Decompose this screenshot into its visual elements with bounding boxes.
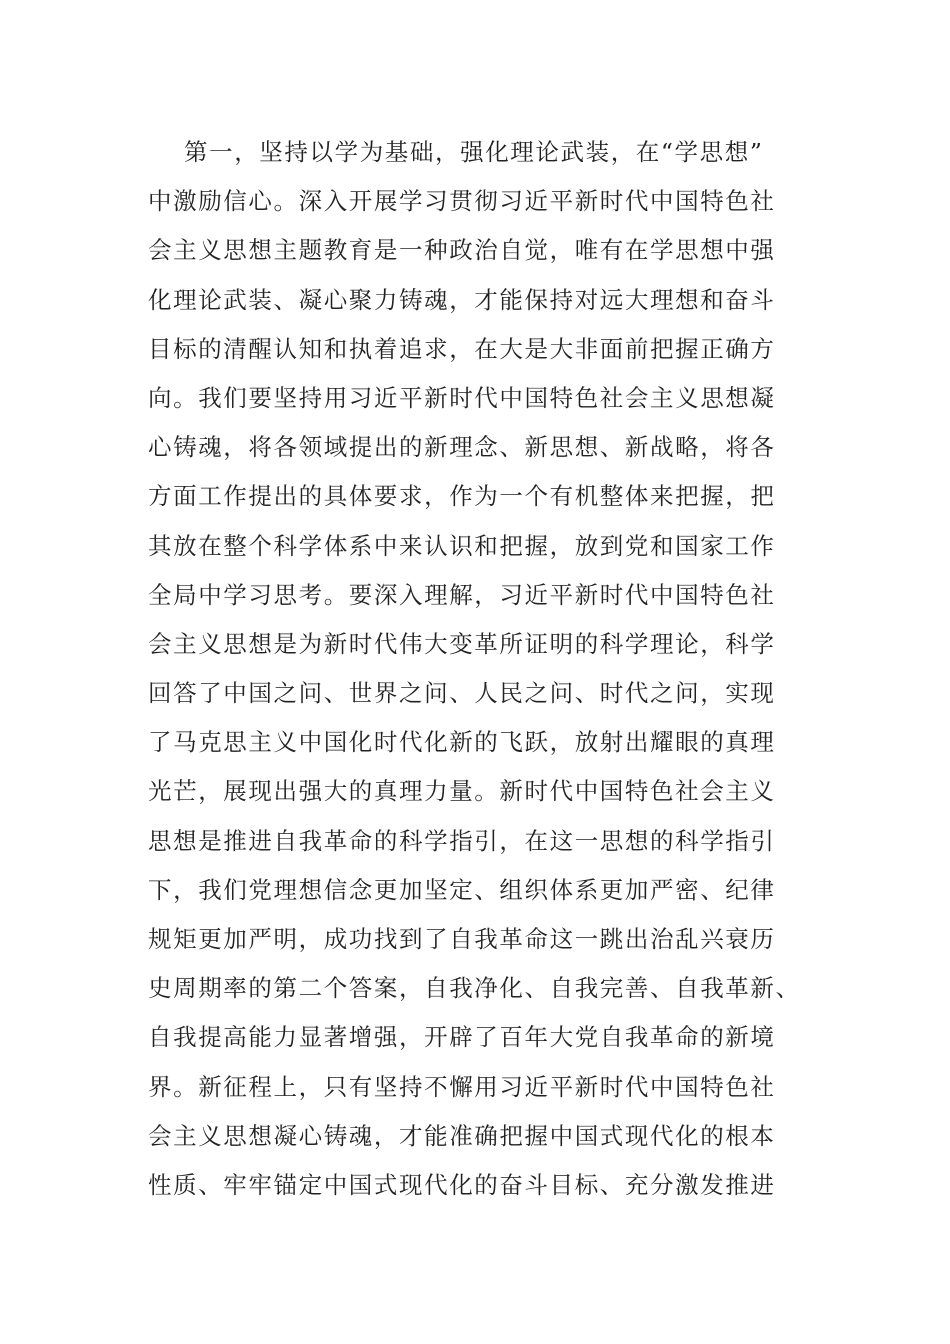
paragraph-line: 其放在整个科学体系中来认识和把握，放到党和国家工作: [148, 531, 776, 560]
paragraph-line: 目标的清醒认知和执着追求，在大是大非面前把握正确方: [148, 334, 776, 363]
paragraph-line: 史周期率的第二个答案，自我净化、自我完善、自我革新、: [148, 974, 801, 1003]
paragraph-line: 界。新征程上，只有坚持不懈用习近平新时代中国特色社: [148, 1072, 776, 1101]
paragraph-line: 中激励信心。深入开展学习贯彻习近平新时代中国特色社: [148, 187, 776, 216]
paragraph-line: 会主义思想是为新时代伟大变革所证明的科学理论，科学: [148, 629, 776, 658]
paragraph-line: 了马克思主义中国化时代化新的飞跃，放射出耀眼的真理: [148, 728, 776, 757]
paragraph-line: 会主义思想凝心铸魂，才能准确把握中国式现代化的根本: [148, 1121, 776, 1150]
paragraph-line: 全局中学习思考。要深入理解，习近平新时代中国特色社: [148, 580, 776, 609]
body-paragraph: [148, 128, 801, 1210]
paragraph-line: 思想是推进自我革命的科学指引，在这一思想的科学指引: [148, 826, 776, 855]
paragraph-line: 向。我们要坚持用习近平新时代中国特色社会主义思想凝: [148, 383, 776, 412]
paragraph-line: 性质、牢牢锚定中国式现代化的奋斗目标、充分激发推进: [148, 1170, 776, 1199]
paragraph-line: 化理论武装、凝心聚力铸魂，才能保持对远大理想和奋斗: [148, 285, 776, 314]
paragraph-line: 下，我们党理想信念更加坚定、组织体系更加严密、纪律: [148, 875, 776, 904]
paragraph-line: 方面工作提出的具体要求，作为一个有机整体来把握，把: [148, 482, 776, 511]
paragraph-line: 第一，坚持以学为基础，强化理论武装，在“学思想”: [184, 138, 764, 166]
paragraph-line: 会主义思想主题教育是一种政治自觉，唯有在学思想中强: [148, 236, 776, 265]
paragraph-line: 规矩更加严明，成功找到了自我革命这一跳出治乱兴衰历: [148, 925, 776, 953]
paragraph-line: 回答了中国之问、世界之问、人民之问、时代之问，实现: [148, 679, 776, 708]
paragraph-line: 心铸魂，将各领域提出的新理念、新思想、新战略，将各: [148, 433, 776, 462]
paragraph-line: 光芒，展现出强大的真理力量。新时代中国特色社会主义: [148, 777, 776, 806]
paragraph-line: 自我提高能力显著增强，开辟了百年大党自我革命的新境: [148, 1023, 776, 1052]
